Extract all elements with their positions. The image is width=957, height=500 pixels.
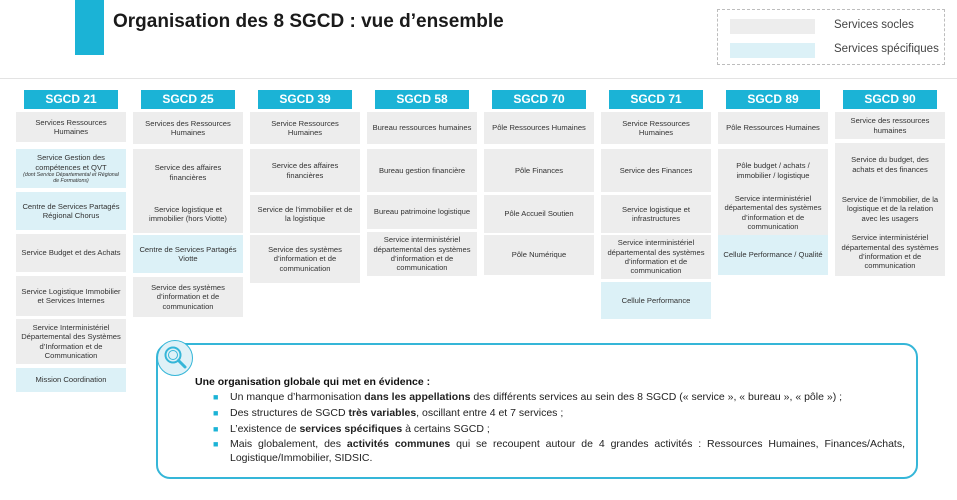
legend-specific-swatch: [730, 43, 815, 58]
service-cell: [367, 195, 477, 229]
service-cell: [484, 235, 594, 275]
service-cell: [484, 112, 594, 144]
service-cell-label: Service de l’immobilier et de la logistique: [257, 204, 353, 223]
service-cell: [835, 143, 945, 186]
bullet-text: Un manque d’harmonisation: [230, 391, 365, 403]
legend-specific-label: Services spécifiques: [834, 43, 939, 55]
service-cell: [835, 228, 945, 276]
column-header: SGCD 71: [609, 90, 703, 109]
service-cell-label: Service Logistique Immobilier et Services Internes: [21, 286, 121, 305]
service-cell: [250, 195, 360, 233]
service-cell-label: Service logistique et immobilier (hors Viotte): [149, 204, 227, 223]
service-cell-label: Service Interministériel Départemental des Systèmes d’Information et de Communication: [21, 322, 121, 360]
service-cell-label: Service du budget, des achats et des finances: [851, 155, 929, 174]
bullet-item: [213, 391, 905, 405]
service-cell-label: Service des ressources humaines: [850, 116, 930, 135]
bullet-emphasis: activités communes: [346, 438, 451, 451]
service-cell: [601, 149, 711, 192]
bullet-emphasis: très variables: [348, 406, 417, 419]
bullet-text: Mais globalement, des: [230, 438, 347, 451]
service-cell-label: Pôle Accueil Soutien: [504, 209, 574, 219]
sgcd-column: [601, 90, 711, 305]
service-cell-label: Service interministériel départemental des systèmes d’information et de communication: [373, 235, 471, 273]
service-cell: [133, 195, 243, 233]
service-cell-label: Bureau ressources humaines: [372, 123, 472, 133]
service-cell: [367, 112, 477, 144]
service-cell: [601, 112, 711, 144]
service-cell: [601, 235, 711, 279]
bullet-text: des différents services au sein des 8 SGCD (« service », « bureau », « pôle ») ;: [470, 391, 843, 403]
service-cell: [601, 195, 711, 233]
column-header: SGCD 58: [375, 90, 469, 109]
service-cell-label: Service logistique et infrastructures: [622, 204, 690, 223]
service-cell: [718, 112, 828, 144]
service-cell: [16, 112, 126, 142]
bullet-item: [213, 438, 905, 466]
header-divider: [0, 78, 957, 79]
service-cell: [250, 112, 360, 144]
bullet-marker-icon: ■: [213, 392, 219, 402]
service-cell-label: Service Ressources Humaines: [622, 118, 690, 137]
sgcd-column: [16, 90, 126, 385]
page-title: Organisation des 8 SGCD : vue d’ensemble: [113, 11, 504, 32]
column-header: SGCD 70: [492, 90, 586, 109]
summary-title: Une organisation globale qui met en évidence :: [195, 376, 431, 388]
service-cell-label: Services Ressources Humaines: [35, 117, 107, 136]
bullet-text: qui se recoupent autour de 4 grandes activités : Ressources Humaines, Finances/Achats, Logistique/Immobilier, SIDSIC.: [230, 438, 905, 465]
magnifier-icon: [157, 340, 193, 376]
service-cell-label: Service Gestion des compétences et QVT: [35, 153, 107, 172]
bullet-text: , oscillant entre 4 et 7 services ;: [416, 406, 564, 419]
service-cell-label: Cellule Performance: [621, 295, 691, 305]
bullet-item: [213, 423, 905, 437]
bullet-emphasis: services spécifiques: [299, 422, 403, 435]
column-header: SGCD 21: [24, 90, 118, 109]
service-cell-label: Centre de Services Partagés Viotte: [139, 244, 237, 263]
service-cell: [367, 149, 477, 192]
legend-socle-swatch: [730, 19, 815, 34]
service-cell-label: Service des Finances: [619, 165, 693, 175]
service-cell-label: Service Budget et des Achats: [21, 248, 121, 258]
service-cell: [484, 195, 594, 233]
service-cell-note: (dont Service Départemental et Régional de Formations): [23, 171, 119, 184]
service-cell: [133, 277, 243, 317]
service-cell: [250, 149, 360, 192]
sgcd-column: [484, 90, 594, 260]
title-accent-bar: [75, 0, 104, 55]
service-cell: [718, 190, 828, 235]
service-cell: [16, 149, 126, 188]
service-cell: [16, 234, 126, 272]
service-cell: [133, 235, 243, 273]
service-cell-label: Service interministériel départemental des systèmes d’information et de communication: [841, 233, 939, 271]
service-cell-label: Service des affaires financières: [154, 163, 222, 182]
service-cell-label: Service interministériel départemental des systèmes d’information et de communication: [607, 238, 705, 276]
sgcd-column: [133, 90, 243, 311]
service-cell: [718, 149, 828, 192]
service-cell: [133, 149, 243, 196]
sgcd-column: [835, 90, 945, 271]
service-cell-label: Pôle budget / achats / immobilier / logistique: [736, 161, 810, 180]
service-cell: [16, 368, 126, 392]
service-cell-label: Centre de Services Partagés Régional Chorus: [22, 201, 120, 220]
service-cell-label: Bureau patrimoine logistique: [373, 207, 471, 217]
service-cell: [484, 149, 594, 192]
bullet-marker-icon: ■: [213, 439, 219, 450]
service-cell-label: Pôle Numérique: [511, 250, 567, 260]
bullet-emphasis: dans les appellations: [364, 391, 471, 403]
service-cell: [367, 232, 477, 276]
bullet-text: Des structures de SGCD: [230, 406, 349, 419]
service-cell-label: Cellule Performance / Qualité: [723, 250, 823, 260]
service-cell-label: Bureau gestion financière: [378, 165, 466, 175]
service-cell: [16, 192, 126, 230]
service-cell-label: Pôle Ressources Humaines: [492, 123, 586, 133]
bullet-item: [213, 407, 905, 421]
service-cell-label: Service Ressources Humaines: [271, 118, 339, 137]
summary-bullets: [213, 391, 905, 468]
service-cell: [601, 282, 711, 319]
legend: [717, 9, 945, 65]
service-cell-label: Service des affaires financières: [271, 161, 339, 180]
service-cell: [16, 276, 126, 316]
bullet-text: L’existence de: [230, 422, 300, 435]
service-cell-label: Service de l’immobilier, de la logistique et de la relation avec les usagers: [841, 195, 939, 223]
service-cell-label: Services des Ressources Humaines: [145, 118, 231, 137]
service-cell: [835, 112, 945, 139]
column-header: SGCD 25: [141, 90, 235, 109]
column-header: SGCD 39: [258, 90, 352, 109]
column-header: SGCD 89: [726, 90, 820, 109]
service-cell: [250, 235, 360, 283]
service-cell-label: Service des systèmes d’information et de communication: [268, 245, 342, 273]
service-cell-label: Pôle Finances: [514, 165, 564, 175]
bullet-marker-icon: ■: [213, 423, 219, 434]
service-cell: [16, 319, 126, 364]
legend-socle-label: Services socles: [834, 19, 914, 31]
service-cell-label: Service interministériel départemental des systèmes d’information et de communication: [724, 193, 822, 231]
sgcd-column: [250, 90, 360, 273]
service-cell: [835, 186, 945, 232]
bullet-text: à certains SGCD ;: [402, 422, 490, 435]
service-cell-label: Mission Coordination: [35, 375, 107, 385]
service-cell-label: Pôle Ressources Humaines: [726, 123, 820, 133]
bullet-marker-icon: ■: [213, 407, 219, 418]
sgcd-column: [367, 90, 477, 273]
service-cell: [718, 235, 828, 275]
sgcd-column: [718, 90, 828, 260]
service-cell: [133, 112, 243, 144]
column-header: SGCD 90: [843, 90, 937, 109]
service-cell-label: Service des systèmes d’information et de communication: [151, 283, 225, 311]
